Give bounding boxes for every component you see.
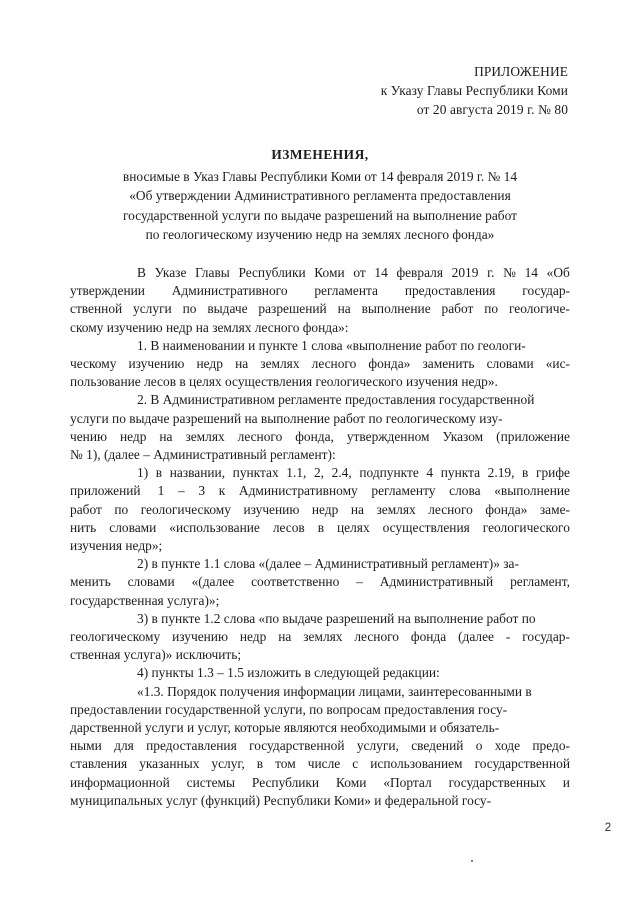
body-word: системы (186, 774, 235, 790)
body-word: Коми (314, 265, 345, 280)
body-word: землях (185, 428, 225, 444)
body-word: утверждении (70, 283, 145, 299)
body-line (70, 774, 570, 792)
body-word: № (503, 265, 516, 280)
body-line: 4) пункты 1.3 – 1.5 изложить в следующей редакции: (137, 665, 440, 681)
body-word: слова (449, 483, 481, 499)
body-word: от (353, 265, 366, 280)
body-word: изучению (172, 629, 228, 645)
body-line: «1.3. Порядок получения информации лицами, заинтересованными в (137, 683, 532, 699)
body-word: о (475, 738, 483, 754)
body-word: землях (303, 629, 343, 645)
body-word: лесного (354, 629, 399, 645)
body-line (70, 755, 570, 773)
body-word: изучению (243, 501, 300, 517)
body-word: лесов (272, 519, 305, 535)
body-paragraph (70, 664, 570, 682)
body-word: в (256, 756, 264, 772)
body-word: геологическому (140, 501, 231, 517)
body-word: фонда» (368, 356, 411, 372)
body-word: недр (119, 428, 147, 444)
body-word: услуги (133, 301, 172, 317)
body-word: землях (260, 356, 300, 372)
body-paragraph (70, 610, 570, 665)
body-word: Республики (238, 265, 306, 280)
body-word: ческому (70, 356, 117, 372)
body-word: регламент, (510, 574, 570, 590)
body-word: на (350, 501, 364, 517)
body-word: менить (70, 574, 111, 590)
body-word: к (218, 483, 226, 499)
body-word: пункта (440, 465, 481, 481)
body-line (70, 428, 570, 446)
body-word: ставления (70, 756, 128, 772)
body-word: в (522, 465, 529, 481)
body-word: 14 (374, 265, 388, 280)
body-line (70, 628, 570, 646)
document-subtitle-line-4: по геологическому изучению недр на землях лесного фонда» (145, 227, 495, 242)
body-word: утвержденном (346, 428, 430, 444)
appendix-header-line-2: к Указу Главы Республики Коми (380, 83, 568, 98)
body-line: скому изучению недр на землях лесного фонда»: (70, 319, 349, 335)
body-line: изучения недр»; (70, 538, 163, 554)
body-word: 2.19, (487, 465, 515, 481)
appendix-header-line-3: от 20 августа 2019 г. № 80 (416, 102, 568, 117)
document-title-block (70, 145, 570, 245)
body-word: по (114, 501, 129, 517)
body-line (70, 282, 570, 300)
body-line: предоставлении государственной услуги, по вопросам предоставления госу- (70, 701, 508, 717)
body-word: ственной (70, 301, 123, 317)
document-body (70, 264, 570, 810)
body-word: словами (109, 519, 157, 535)
body-word: том (275, 756, 296, 772)
body-word: Главы (195, 265, 230, 280)
body-word: государственных (448, 774, 546, 790)
body-line (70, 464, 570, 482)
body-word: сведений (411, 738, 464, 754)
body-word: ными (70, 738, 102, 754)
body-word: 14 (524, 265, 538, 280)
body-line: ственная услуга)» исключить; (70, 647, 242, 663)
page-title: ИЗМЕНЕНИЯ, (271, 147, 369, 162)
document-subtitle-line-2: «Об утверждении Административного регламента предоставления (129, 188, 511, 203)
body-word: «выполнение (494, 483, 570, 499)
body-word: регламента (314, 283, 378, 299)
body-word: нить (70, 519, 97, 535)
body-word: числе (307, 756, 341, 772)
body-word: (далее (458, 629, 494, 645)
body-word: фонда, (295, 428, 334, 444)
body-word: ходе (494, 738, 521, 754)
body-paragraph (70, 683, 570, 810)
body-word: «использование (169, 519, 260, 535)
body-word: 1) (137, 465, 149, 481)
body-word: Республики (251, 774, 320, 790)
body-line: № 1), (далее – Административный регламент): (70, 447, 336, 463)
body-word: недр (196, 356, 223, 372)
body-word: предоставления (146, 738, 237, 754)
body-line: муниципальных услуг (функций) Республики Коми» и федеральной госу- (70, 792, 492, 808)
body-line: 2. В Административном регламенте предоставления государственной (137, 392, 535, 408)
body-word: 2019 (451, 265, 479, 280)
body-word: осуществления (382, 519, 470, 535)
body-word: государственной (474, 756, 570, 772)
body-word: землях (376, 501, 416, 517)
body-word: «(далее (191, 574, 235, 590)
body-word: названии, (169, 465, 226, 481)
body-word: Коми (336, 774, 367, 790)
body-word: подпункте (359, 465, 419, 481)
body-word: предо- (532, 738, 570, 754)
body-word: разрешений (258, 301, 327, 317)
body-word: – (356, 574, 363, 590)
body-paragraph (70, 264, 570, 337)
body-word: геологиче- (508, 301, 570, 317)
appendix-header (300, 62, 568, 119)
body-paragraph (70, 337, 570, 392)
body-word: государ- (522, 283, 570, 299)
body-word: в (155, 465, 163, 481)
body-word: 2.4, (331, 465, 352, 481)
body-word: услуг, (211, 756, 245, 772)
body-word: г. (487, 265, 495, 280)
body-word: изучению (128, 356, 185, 372)
body-word: недр (239, 629, 267, 645)
body-word: услуги, (356, 738, 399, 754)
body-word: на (278, 629, 292, 645)
body-line: дарственной услуги и услуг, которые являются необходимыми и обязатель- (70, 720, 500, 736)
body-line: пользование лесов в целях осуществления геологического изучения недр». (70, 374, 498, 390)
body-word: В (137, 265, 146, 280)
body-line: 2) в пункте 1.1 слова «(далее – Административный регламент)» за- (137, 556, 519, 572)
body-word: для (114, 738, 134, 754)
body-word: 2, (313, 465, 325, 481)
body-word: словами (127, 574, 175, 590)
body-word: 1 (154, 483, 165, 499)
body-word: словами (486, 356, 534, 372)
body-word: геологическому (70, 629, 161, 645)
body-word: «Портал (383, 774, 432, 790)
body-line: 1. В наименовании и пункте 1 слова «выполнение работ по геологи- (137, 337, 526, 353)
body-word: работ (441, 301, 474, 317)
body-line: 3) в пункте 1.2 слова «по выдаче разрешений на выполнение работ по (137, 610, 536, 626)
body-word: фонда (410, 629, 447, 645)
document-subtitle-line-3: государственной услуги по выдаче разрешений на выполнение работ (123, 207, 517, 223)
body-word: выполнение (361, 301, 431, 317)
body-line: государственная услуга)»; (70, 592, 220, 608)
body-line: услуги по выдаче разрешений на выполнение работ по геологическому изу- (70, 410, 503, 426)
body-word: лесного (428, 501, 473, 517)
body-word: на (337, 301, 351, 317)
body-word: 1.1, (286, 465, 307, 481)
body-line (70, 501, 570, 519)
body-word: Административного (171, 283, 288, 299)
body-word: приложений (70, 483, 141, 499)
body-word: на (159, 428, 173, 444)
document-subtitle-line-1: вносимые в Указ Главы Республики Коми от 14 февраля 2019 г. № 14 (122, 168, 518, 184)
body-word: в (317, 519, 325, 535)
body-word: регламенту (371, 483, 436, 499)
body-word: февраля (396, 265, 443, 280)
body-word: выдаче (207, 301, 248, 317)
body-word: по (484, 301, 499, 317)
body-paragraph (70, 555, 570, 610)
body-word: чению (70, 428, 108, 444)
body-paragraph (70, 391, 570, 464)
body-word: - (505, 629, 511, 645)
body-word: на (235, 356, 249, 372)
body-word: геологического (482, 519, 570, 535)
body-line (70, 573, 570, 591)
body-word: с (352, 756, 359, 772)
body-word: недр (311, 501, 339, 517)
body-word: фонда» (485, 501, 528, 517)
body-word: предоставления (404, 283, 496, 299)
body-line (70, 264, 570, 282)
body-word: лесного (237, 428, 283, 444)
body-word: соответственно (251, 574, 340, 590)
body-line (70, 300, 570, 318)
body-word: Указом (442, 428, 484, 444)
appendix-header-line-1: ПРИЛОЖЕНИЕ (474, 64, 568, 79)
body-line (70, 519, 570, 537)
body-word: 3 (198, 483, 206, 499)
body-word: – (177, 483, 185, 499)
body-word: государ- (522, 629, 570, 645)
body-line (70, 355, 570, 373)
body-word: «ис- (545, 356, 570, 372)
body-word: государственной (249, 738, 345, 754)
body-word: информационной (70, 774, 170, 790)
body-word: работ (70, 501, 102, 517)
body-word: целях (337, 519, 370, 535)
body-word: лесного (311, 356, 357, 372)
scan-artifact-speck (471, 860, 473, 862)
body-line (70, 482, 570, 500)
body-word: пунктах (232, 465, 279, 481)
body-word: Административный (379, 574, 494, 590)
body-word: Административному (238, 483, 358, 499)
body-word: использованием (370, 756, 463, 772)
page-number: 2 (604, 822, 612, 834)
body-paragraph (70, 464, 570, 555)
body-word: заме- (539, 501, 570, 517)
body-word: 4 (426, 465, 434, 481)
body-word: и (562, 774, 570, 790)
body-word: указанных (139, 756, 200, 772)
body-line (70, 737, 570, 755)
body-word: (приложение (496, 428, 570, 444)
body-word: по (182, 301, 197, 317)
body-word: Указе (154, 265, 187, 280)
body-word: «Об (546, 265, 570, 280)
body-word: заменить (422, 356, 475, 372)
body-word: грифе (535, 465, 570, 481)
